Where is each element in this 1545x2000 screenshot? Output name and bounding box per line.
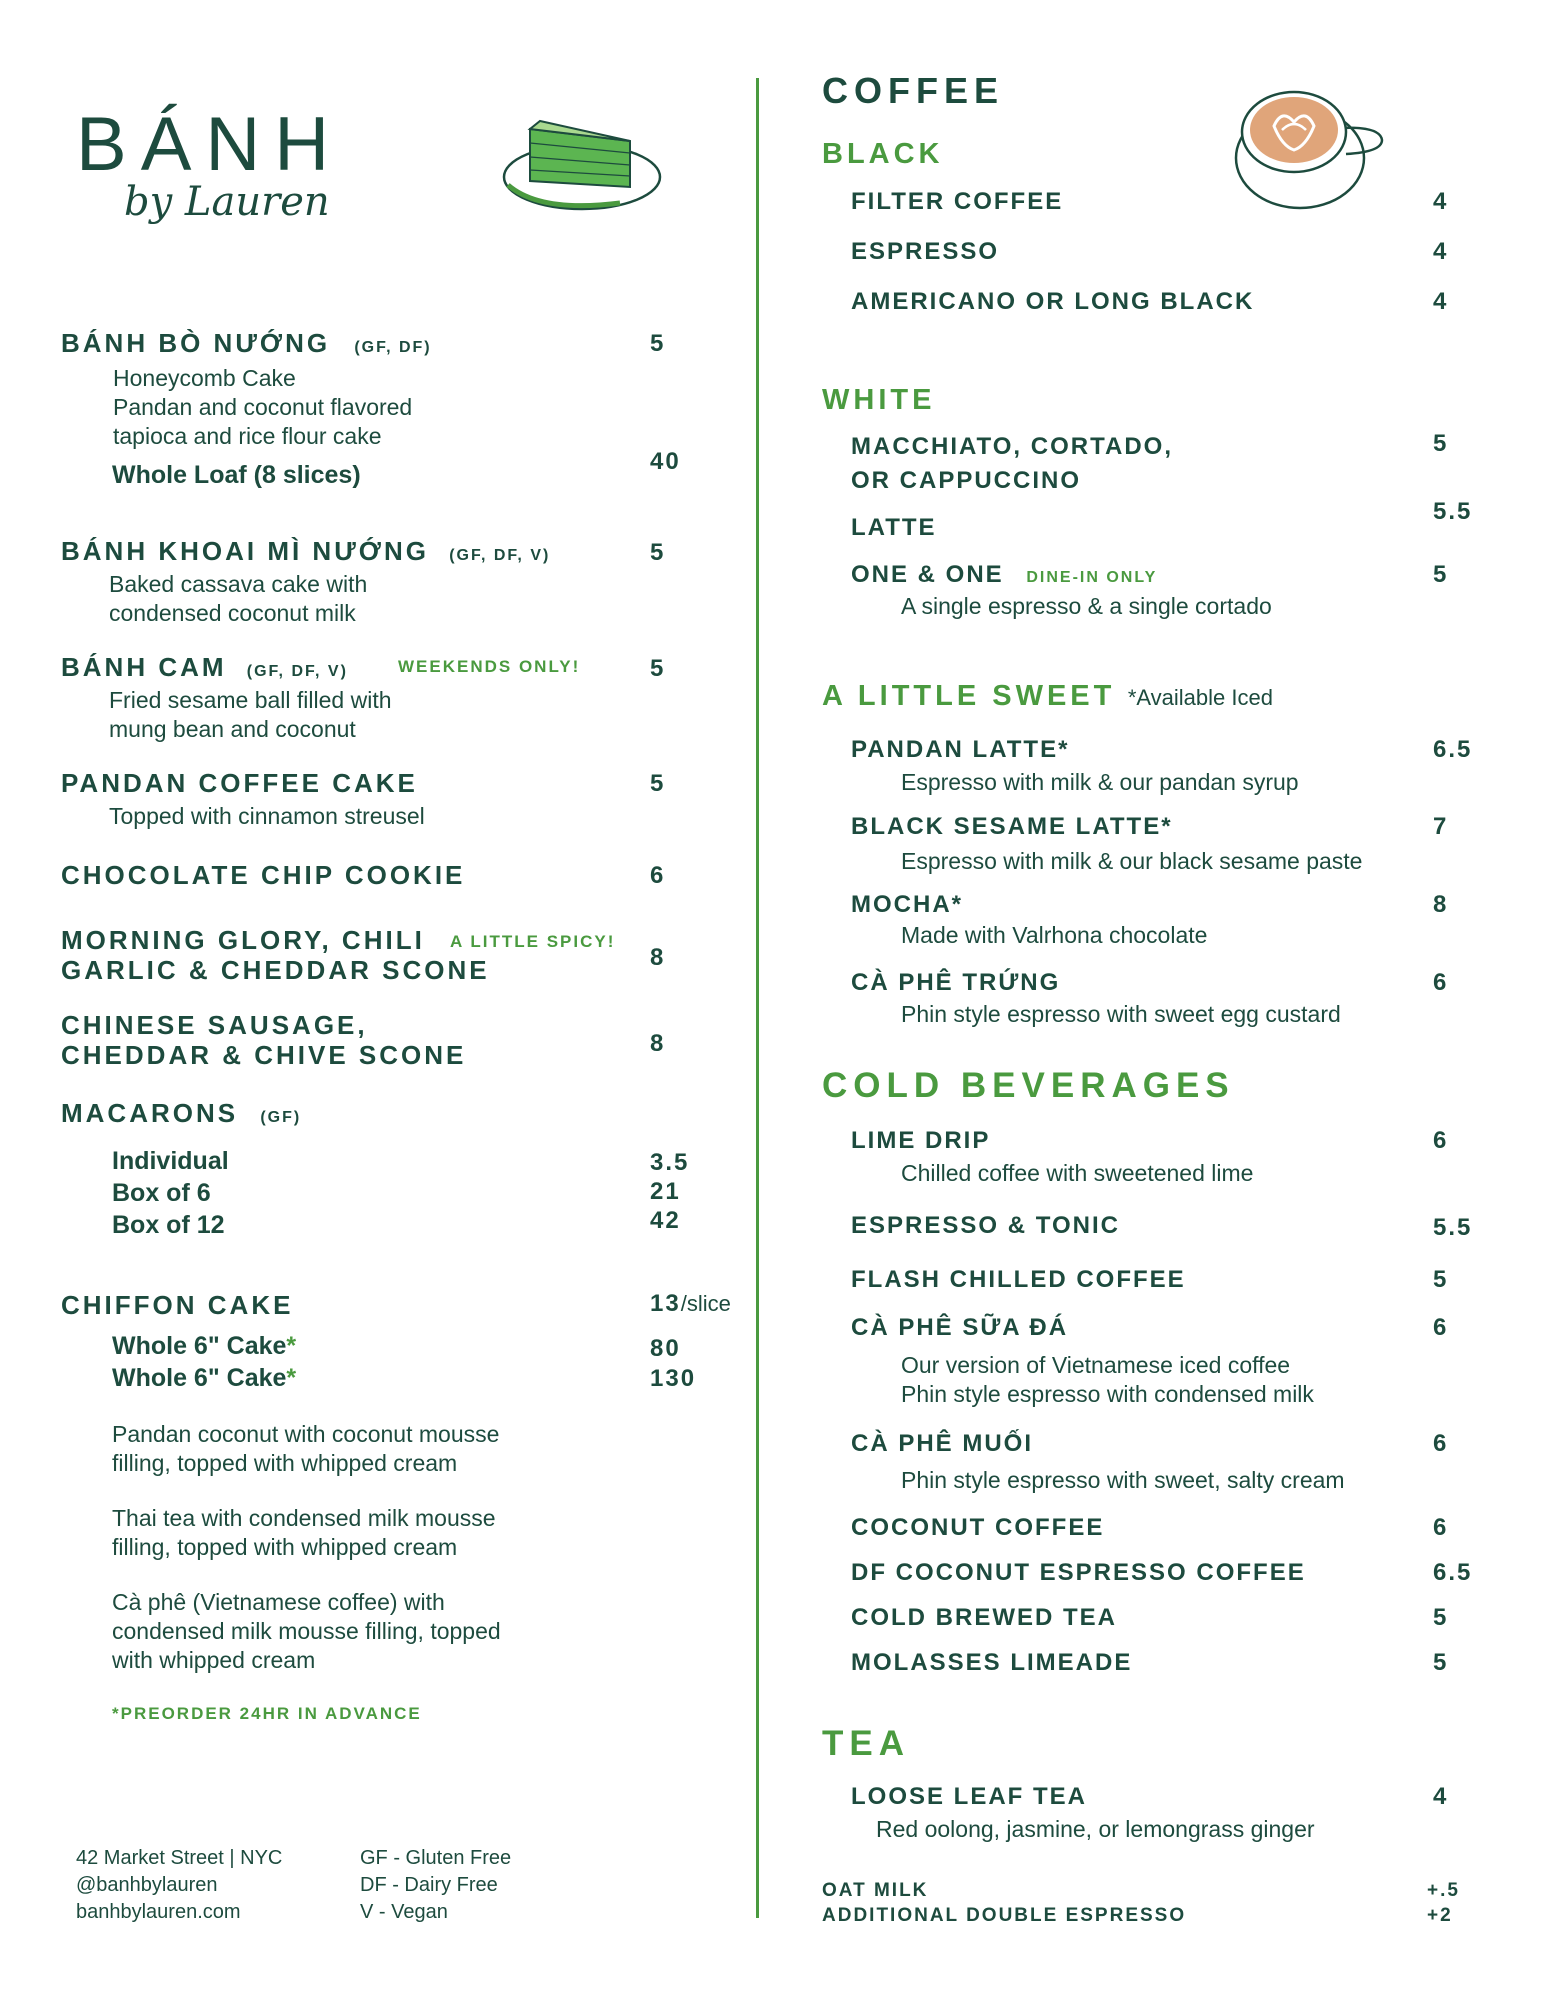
item-description	[109, 686, 392, 744]
item-price: 5	[1433, 1649, 1449, 1676]
item-price: 5	[650, 539, 666, 566]
item-ca-phe-trung: CÀ PHÊ TRỨNG	[851, 969, 1061, 996]
legend-gf: GF - Gluten Free	[360, 1847, 512, 1869]
legend-df: DF - Dairy Free	[360, 1874, 498, 1896]
item-name: ONE & ONE	[851, 561, 1004, 588]
item-description: A single espresso & a single cortado	[901, 593, 1272, 619]
option-price: 3.5	[650, 1149, 690, 1176]
footer-contact	[76, 1845, 282, 1926]
extra-double-espresso: ADDITIONAL DOUBLE ESPRESSO	[822, 1905, 1187, 1926]
item-cold-brewed-tea: COLD BREWED TEA	[851, 1604, 1117, 1631]
price-unit: /slice	[680, 1291, 731, 1316]
extra-price: +2	[1427, 1905, 1453, 1926]
item-latte: LATTE	[851, 514, 937, 541]
item-price: 5	[650, 330, 666, 357]
item-price: 4	[1433, 238, 1449, 265]
desc-line: mung bean and coconut	[109, 716, 356, 742]
desc-line: condensed coconut milk	[109, 600, 356, 626]
chiffon-flavor-2	[112, 1504, 496, 1562]
option-price: 80	[650, 1335, 681, 1362]
item-espresso: ESPRESSO	[851, 238, 1000, 265]
item-option: Whole Loaf (8 slices)	[112, 461, 361, 489]
spicy-note: A LITTLE SPICY!	[450, 932, 616, 951]
item-price: 6	[650, 862, 666, 889]
desc-line: Phin style espresso with condensed milk	[901, 1381, 1314, 1407]
item-macchiato	[851, 430, 1173, 498]
item-price: 5	[1433, 1604, 1449, 1631]
section-title-sweet	[822, 680, 1273, 713]
item-price: 5	[1433, 561, 1449, 588]
item-description: Red oolong, jasmine, or lemongrass ginger	[876, 1816, 1315, 1842]
option-price: 21	[650, 1178, 681, 1205]
item-banh-cam	[61, 652, 348, 683]
item-pandan-coffee-cake: PANDAN COFFEE CAKE	[61, 768, 418, 798]
desc-line: tapioca and rice flour cake	[113, 423, 382, 449]
dine-in-note: DINE-IN ONLY	[1026, 569, 1158, 586]
item-price: 4	[1433, 288, 1449, 315]
item-price: 6.5	[1433, 1559, 1473, 1586]
item-ca-phe-muoi: CÀ PHÊ MUỐI	[851, 1430, 1034, 1457]
item-price: 5	[650, 655, 666, 682]
desc-line: filling, topped with whipped cream	[112, 1450, 458, 1476]
item-mocha: MOCHA*	[851, 891, 963, 918]
item-price: 13	[650, 1290, 681, 1317]
iced-note: *Available Iced	[1127, 685, 1273, 710]
item-tag: (GF, DF, V)	[449, 547, 551, 564]
extras	[822, 1878, 1186, 1928]
item-description: Topped with cinnamon streusel	[109, 803, 425, 829]
item-price: 6	[1433, 1514, 1449, 1541]
option-label: Whole 6" Cake*	[112, 1364, 297, 1392]
item-flash-chilled-coffee: FLASH CHILLED COFFEE	[851, 1266, 1186, 1293]
desc-line: Thai tea with condensed milk mousse	[112, 1505, 496, 1531]
item-chocolate-chip-cookie: CHOCOLATE CHIP COOKIE	[61, 860, 466, 890]
item-price: 6	[1433, 1314, 1449, 1341]
item-price: 6	[1433, 1127, 1449, 1154]
chiffon-price	[650, 1290, 731, 1318]
latte-cup-icon	[1230, 88, 1390, 213]
item-filter-coffee: FILTER COFFEE	[851, 188, 1064, 215]
item-name-line: MORNING GLORY, CHILI	[61, 925, 425, 955]
desc-line: condensed milk mousse filling, topped	[112, 1618, 501, 1644]
item-name: BÁNH KHOAI MÌ NƯỚNG	[61, 536, 429, 566]
item-macarons	[61, 1098, 301, 1129]
item-tag: (GF, DF)	[354, 339, 432, 356]
desc-line: Honeycomb Cake	[113, 365, 296, 391]
macaron-prices	[650, 1148, 689, 1235]
desc-line: Our version of Vietnamese iced coffee	[901, 1352, 1291, 1378]
section-title-coffee: COFFEE	[822, 70, 1005, 111]
item-description	[109, 570, 367, 628]
extra-oat-milk: OAT MILK	[822, 1880, 929, 1901]
item-price: 5	[1433, 430, 1449, 457]
social-handle: @banhbylauren	[76, 1874, 218, 1896]
item-tag: (GF)	[260, 1109, 302, 1126]
logo	[76, 102, 344, 225]
desc-line: Baked cassava cake with	[109, 571, 368, 597]
item-description: Phin style espresso with sweet, salty cream	[901, 1467, 1345, 1493]
item-name: BÁNH CAM	[61, 652, 227, 682]
item-name: BÁNH BÒ NƯỚNG	[61, 328, 331, 358]
item-price: 4	[1433, 1783, 1449, 1810]
logo-wordmark: BÁNH	[76, 102, 344, 187]
item-description	[113, 364, 412, 451]
item-price: 5.5	[1433, 1214, 1473, 1241]
item-description: Espresso with milk & our black sesame paste	[901, 848, 1363, 874]
item-loose-leaf-tea: LOOSE LEAF TEA	[851, 1783, 1088, 1810]
option-label: Whole 6" Cake*	[112, 1332, 297, 1360]
cake-slice-icon	[500, 115, 670, 215]
website: banhbylauren.com	[76, 1901, 241, 1923]
column-divider	[756, 78, 759, 1918]
footer-legend	[360, 1845, 511, 1926]
item-price: 8	[650, 1030, 666, 1057]
item-description: Phin style espresso with sweet egg custard	[901, 1001, 1341, 1027]
section-title-tea: TEA	[822, 1724, 910, 1763]
item-one-and-one	[851, 561, 1157, 589]
item-description: Chilled coffee with sweetened lime	[901, 1160, 1254, 1186]
chiffon-flavor-3	[112, 1588, 501, 1675]
item-morning-glory-scone	[61, 925, 490, 985]
macaron-options	[112, 1145, 229, 1241]
item-price: 8	[650, 944, 666, 971]
item-price: 5	[650, 770, 666, 797]
item-black-sesame-latte: BLACK SESAME LATTE*	[851, 813, 1173, 840]
item-name-line: CHEDDAR & CHIVE SCONE	[61, 1040, 467, 1070]
extras-prices	[1427, 1878, 1460, 1928]
item-price: 6	[1433, 969, 1449, 996]
section-title-cold-beverages: COLD BEVERAGES	[822, 1066, 1235, 1105]
legend-v: V - Vegan	[360, 1901, 448, 1923]
item-americano: AMERICANO OR LONG BLACK	[851, 288, 1255, 315]
item-molasses-limeade: MOLASSES LIMEADE	[851, 1649, 1133, 1676]
logo-script: by Lauren	[124, 179, 330, 225]
section-title-white: WHITE	[822, 384, 936, 416]
item-description: Made with Valrhona chocolate	[901, 922, 1208, 948]
item-price: 4	[1433, 188, 1449, 215]
item-price: 40	[650, 448, 681, 475]
chiffon-prices	[650, 1334, 696, 1394]
weekends-only-note: WEEKENDS ONLY!	[398, 657, 581, 676]
item-price: 5.5	[1433, 498, 1473, 525]
item-name: MACARONS	[61, 1098, 239, 1128]
item-name-line: GARLIC & CHEDDAR SCONE	[61, 955, 490, 985]
item-lime-drip: LIME DRIP	[851, 1127, 991, 1154]
item-df-coconut-espresso: DF COCONUT ESPRESSO COFFEE	[851, 1559, 1306, 1586]
desc-line: with whipped cream	[112, 1647, 316, 1673]
item-price: 8	[1433, 891, 1449, 918]
preorder-note: *PREORDER 24HR IN ADVANCE	[112, 1704, 422, 1723]
item-pandan-latte: PANDAN LATTE*	[851, 736, 1070, 763]
item-price: 5	[1433, 1266, 1449, 1293]
item-description: Espresso with milk & our pandan syrup	[901, 769, 1299, 795]
desc-line: Fried sesame ball filled with	[109, 687, 392, 713]
extra-price: +.5	[1427, 1880, 1460, 1901]
item-chiffon-cake: CHIFFON CAKE	[61, 1290, 294, 1320]
option-price: 42	[650, 1207, 681, 1234]
item-name-line: MACCHIATO, CORTADO,	[851, 433, 1173, 460]
option-price: 130	[650, 1365, 697, 1392]
desc-line: Pandan coconut with coconut mousse	[112, 1421, 500, 1447]
option-label: Box of 12	[112, 1211, 225, 1239]
item-name-line: OR CAPPUCCINO	[851, 467, 1082, 494]
desc-line: filling, topped with whipped cream	[112, 1534, 458, 1560]
option-label: Box of 6	[112, 1179, 211, 1207]
chiffon-flavor-1	[112, 1420, 499, 1478]
section-title-black: BLACK	[822, 138, 944, 170]
chiffon-options	[112, 1330, 296, 1394]
item-price: 6.5	[1433, 736, 1473, 763]
item-price: 6	[1433, 1430, 1449, 1457]
section-title: A LITTLE SWEET	[822, 680, 1116, 712]
item-banh-khoai-mi	[61, 536, 550, 567]
item-description	[901, 1351, 1314, 1409]
item-ca-phe-sua-da: CÀ PHÊ SỮA ĐÁ	[851, 1314, 1069, 1341]
item-chinese-sausage-scone	[61, 1010, 466, 1070]
desc-line: Cà phê (Vietnamese coffee) with	[112, 1589, 445, 1615]
address: 42 Market Street | NYC	[76, 1847, 283, 1869]
item-espresso-tonic: ESPRESSO & TONIC	[851, 1212, 1120, 1239]
desc-line: Pandan and coconut flavored	[113, 394, 413, 420]
item-name-line: CHINESE SAUSAGE,	[61, 1010, 368, 1040]
item-tag: (GF, DF, V)	[246, 663, 348, 680]
option-label: Individual	[112, 1147, 229, 1175]
item-price: 7	[1433, 813, 1449, 840]
item-coconut-coffee: COCONUT COFFEE	[851, 1514, 1105, 1541]
item-banh-bo-nuong	[61, 328, 432, 359]
